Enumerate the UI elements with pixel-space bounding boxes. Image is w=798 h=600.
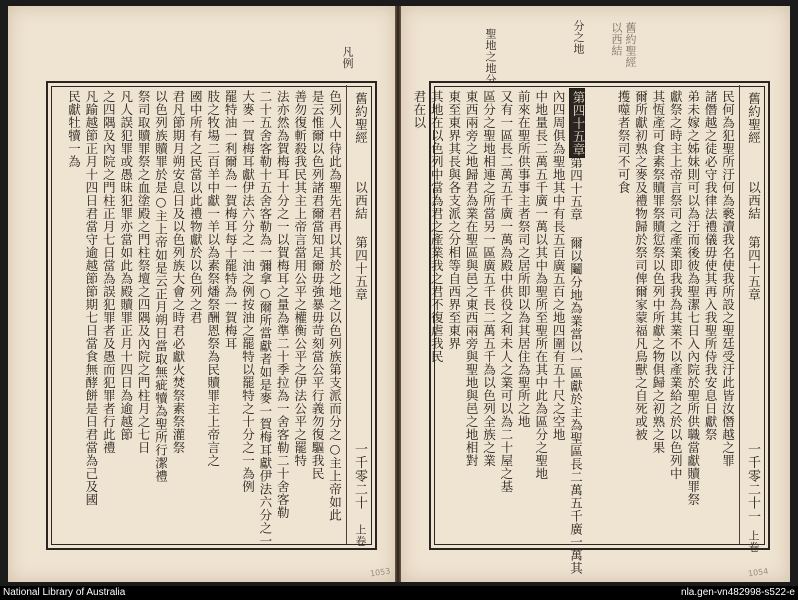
text-column: 獻祭之時主上帝言祭司之產業即我我為其業不以產業給之於以色列中 <box>668 90 684 480</box>
left-book-column: 以西結 <box>353 181 369 220</box>
text-column: 凡人誤犯罪或愚昧犯罪亦當如此為殿贖罪正月十四日為逾越節 <box>118 90 134 441</box>
text-column: 凡踰越節正月十四日君當守逾越節節期七日當食無酵餅是日君當為己及國 <box>83 90 99 506</box>
text-column: 弟未嫁之姊妹則可以為汙而後彼為聖潔七日入內院於聖所供職當獻贖罪祭 <box>685 90 701 506</box>
text-column: 法亦然為賀梅耳十分之一以賀梅耳之量為準二十季拉為一舍客勒二十舍客勒 <box>275 90 291 519</box>
text-column: 以色列族贖罪於是○主上帝如是云正月朔日當取無疵犢為聖所行潔禮 <box>153 90 169 483</box>
text-column: 諸僭越之徒必守我律法禮儀毋使其再入我聖所侍我安息日獻祭 <box>703 90 719 441</box>
text-column: 色列人中待此為聖先君再以其於之地之以色列族第支派而分之○主上帝如此 <box>327 90 343 522</box>
left-juan-label: 上卷 <box>354 524 367 547</box>
left-page-number: 一千零二十 <box>352 442 367 510</box>
text-column: 大麥一賀梅耳獻伊法六分之一油之例按油之罷特以罷特之十分之一為例 <box>240 90 256 493</box>
text-column: 第四十五章 爾以鬮分地為業當以一區獻於主為聖區長二萬五千廣一萬其 <box>568 156 584 575</box>
right-ear-2: 以西結 <box>610 22 623 57</box>
right-juan-label: 上卷 <box>747 530 760 553</box>
right-page-number: 一千零二十一 <box>745 442 760 523</box>
text-column: 其恆產可食素祭贖罪祭贖愆祭以色列中所獻之物俱歸之初熟之果 <box>650 90 666 454</box>
left-ear-label: 凡例 <box>341 46 354 69</box>
text-column: 君凡節期月朔安息日及以色列族大會之時君必獻火焚祭素祭灌祭 <box>170 90 186 454</box>
left-page-stamp: 1053 <box>369 566 391 579</box>
right-chapter-column: 第四十五章 <box>746 236 762 301</box>
text-column: 其地在以色列中當為君之產業我之君不復虐我民 <box>429 90 445 363</box>
text-column: 中地量長二萬五千廣一萬以其中為聖所至聖所在其中此為區分之聖地 <box>533 90 549 480</box>
text-column: 又有一區長二萬五千廣一萬為殿中供役之利未人之業可以為二十屋之基 <box>498 90 514 493</box>
text-column: 民何為犯聖所汙何為褻瀆我名使我所設之聖廷受汙此皆汝僭越之罪 <box>720 90 736 467</box>
right-ear-4: 聖地之地分 <box>484 28 497 86</box>
right-page <box>401 6 790 582</box>
right-ear-1: 舊約聖經 <box>624 22 637 68</box>
text-column: 擭噬者祭司不可食 <box>616 90 632 194</box>
text-column: 區分之聖地相連之所當另一區廣五千長二萬五千為以色列全族之業 <box>481 90 497 467</box>
text-column: 二十五舍客勒十五舍客勒為一彌拿○爾所當獻者如是麥一賀梅耳獻伊法六分之一 <box>257 90 273 548</box>
right-book-column: 以西結 <box>746 181 762 220</box>
left-chapter-column: 第四十五章 <box>353 236 369 301</box>
text-column: 罷特油一利爾為一賀梅耳每十罷特為一賀梅耳 <box>223 90 239 350</box>
right-page-stamp: 1054 <box>747 566 769 579</box>
text-column: 爾所獻初熟之麥及禮物歸於祭司俾爾家蒙福凡鳥獸之自死或被 <box>633 90 649 441</box>
left-title-column: 舊約聖經 <box>353 92 369 144</box>
text-column: 善勿復斬殺我民其主上帝言當用公平之權衡公平之伊法公平之罷特 <box>292 90 308 467</box>
text-column: 前來在聖所供事事主者祭司之居所即以為其居住為聖所之地 <box>516 90 532 428</box>
footer-library-name: National Library of Australia <box>3 587 126 598</box>
text-column: 東至東界其長與各支派之分相等自西界至東界 <box>446 90 462 350</box>
right-title-column: 舊約聖經 <box>746 92 762 144</box>
left-page <box>8 6 395 582</box>
text-column: 祭司取贖罪祭之血塗殿之門柱祭壇之四隅及內院之門柱月之七日 <box>136 90 152 454</box>
chapter-heading-box: 第四十五章 <box>569 88 585 158</box>
text-column: 肢之牧場二百羊中獻一羊以為素祭燔祭酬恩祭為民贖罪主上帝言之 <box>205 90 221 467</box>
text-column: 內四周俱為聖地其中有長五百廣五百之地四圍有五十尺之空地 <box>551 90 567 441</box>
right-ear-3: 分之地 <box>572 20 585 55</box>
text-column: 東西兩旁之地歸君為業在聖區與邑之東西兩旁與聖地與邑之地相對 <box>464 90 480 467</box>
text-column: 國中所有之民當以此禮物獻於以色列之君 <box>188 90 204 324</box>
left-margin-rule <box>346 85 347 544</box>
footer-bar <box>0 586 798 600</box>
right-margin-rule <box>739 85 740 544</box>
footer-record-id: nla.gen-vn482998-s522-e <box>681 587 795 598</box>
text-column: 之四隅及內院之門柱正月七日當為誤犯罪者及愚而犯罪者行此禮 <box>101 90 117 454</box>
text-column: 是云惟爾以色列諸君爾當知足爾毋強暴毋苛刻當公平行義勿復驅我民 <box>310 90 326 480</box>
text-column: 民獻牡犢一為 <box>66 90 82 168</box>
text-column: 君在以 <box>411 90 427 129</box>
